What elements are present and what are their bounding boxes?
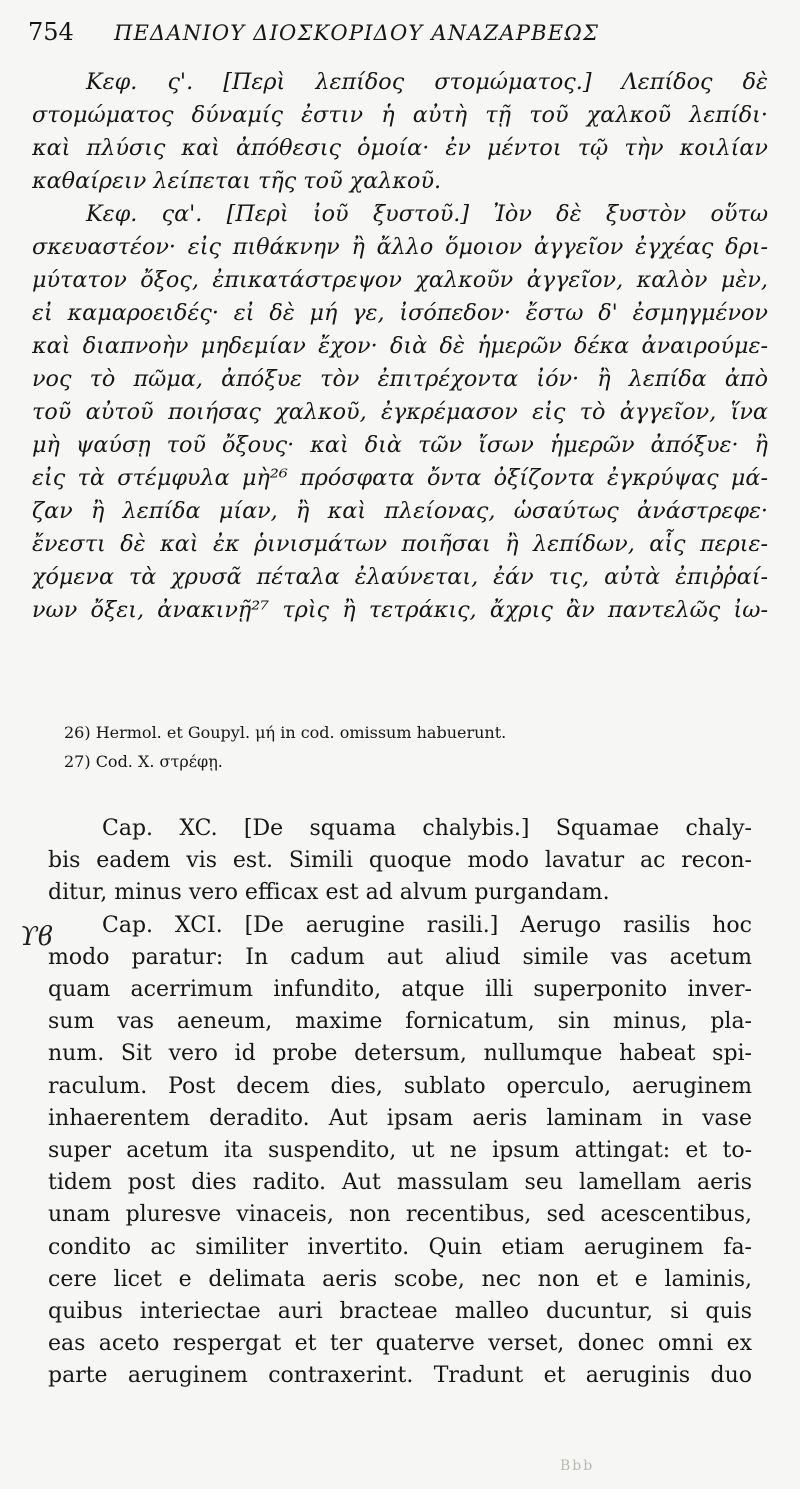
latin-line: ditur, minus vero efficax est ad alvum purgandam. <box>48 880 610 906</box>
latin-line: bis eadem vis est. Simili quoque modo lavatur ac recon- <box>48 848 752 874</box>
greek-line: εἰς τὰ στέμφυλα μὴ²⁶ πρόσφατα ὄντα ὀξίζοντα ἐγκρύψας μά- <box>32 465 768 491</box>
latin-line: tidem post dies radito. Aut massulam seu lamellam aeris <box>48 1170 752 1196</box>
footnote-26: 26) Hermol. et Goupyl. μή in cod. omissum habuerunt. <box>64 723 507 742</box>
latin-line: inhaerentem deradito. Aut ipsam aeris laminam in vase <box>48 1105 752 1131</box>
latin-line: quibus interiectae auri bracteae malleo ducuntur, si quis <box>48 1299 752 1325</box>
running-title: ΠΕΔΑΝΙΟΥ ΔΙΟΣΚΟΡΙΔΟΥ ΑΝΑΖΑΡΒΕΩΣ <box>114 21 599 45</box>
latin-line: modo paratur: In cadum aut aliud simile vas acetum <box>48 944 752 970</box>
latin-text-block <box>48 813 752 1393</box>
greek-line: καὶ διαπνοὴν μηδεμίαν ἔχον· διὰ δὲ ἡμερῶν δέκα ἀναιρούμε- <box>32 333 768 359</box>
greek-line: σκευαστέον· εἰς πιθάκνην ἢ ἄλλο ὅμοιον ἀγγεῖον ἐγχέας δρι- <box>32 234 768 260</box>
greek-line: ἔνεστι δὲ καὶ ἐκ ῥινισμάτων ποιῆσαι ἢ λεπίδων, αἷς περιε- <box>32 531 768 557</box>
greek-line: καὶ πλύσις καὶ ἀπόθεσις ὁμοία· ἐν μέντοι τῷ τὴν κοιλίαν <box>32 135 768 161</box>
footnote-27: 27) Cod. X. στρέφῃ. <box>64 752 223 771</box>
latin-line: parte aeruginem contraxerint. Tradunt et aeruginis duo <box>48 1363 752 1389</box>
latin-line: num. Sit vero id probe detersum, nullumque habeat spi- <box>48 1041 752 1067</box>
latin-line: cere licet e delimata aeris scobe, nec non et e laminis, <box>48 1266 752 1292</box>
signature-mark: Bbb <box>560 1458 595 1474</box>
greek-line: στομώματος δύναμίς ἐστιν ἡ αὐτὴ τῇ τοῦ χαλκοῦ λεπίδι· <box>32 102 768 128</box>
greek-line: μύτατον ὄξος, ἐπικατάστρεψον χαλκοῦν ἀγγεῖον, καλὸν μὲν, <box>32 267 768 293</box>
handwritten-margin-note: ϒϐ <box>20 922 53 952</box>
greek-line: νων ὄξει, ἀνακινῇ²⁷ τρὶς ἢ τετράκις, ἄχρις ἂν παντελῶς ἰω- <box>32 597 768 623</box>
latin-line: quam acerrimum infundito, atque illi superponito inver- <box>48 977 752 1003</box>
footnotes <box>64 718 764 776</box>
latin-line: eas aceto respergat et ter quaterve verset, donec omni ex <box>48 1331 752 1357</box>
page-number: 754 <box>28 18 74 46</box>
greek-line: Κεφ. ςα'. [Περὶ ἰοῦ ξυστοῦ.] Ἰὸν δὲ ξυστὸν οὕτω <box>86 201 768 227</box>
greek-line: ζαν ἢ λεπίδα μίαν, ἢ καὶ πλείονας, ὡσαύτως ἀνάστρεφε· <box>32 498 768 524</box>
page-header <box>28 18 768 54</box>
latin-line: Cap. XCI. [De aerugine rasili.] Aerugo rasilis hoc <box>102 912 752 938</box>
greek-line: τοῦ αὐτοῦ ποιήσας χαλκοῦ, ἐγκρέμασον εἰς τὸ ἀγγεῖον, ἵνα <box>32 399 768 425</box>
greek-text-block <box>32 66 768 627</box>
latin-line: unam pluresve vinaceis, non recentibus, sed acescentibus, <box>48 1202 752 1228</box>
greek-line: χόμενα τὰ χρυσᾶ πέταλα ἐλαύνεται, ἐάν τις, αὐτὰ ἐπιῤῥαί- <box>32 564 768 590</box>
greek-line: μὴ ψαύσῃ τοῦ ὄξους· καὶ διὰ τῶν ἴσων ἡμερῶν ἀπόξυε· ἢ <box>32 432 768 458</box>
latin-line: raculum. Post decem dies, sublato operculo, aeruginem <box>48 1073 752 1099</box>
greek-line: Κεφ. ς'. [Περὶ λεπίδος στομώματος.] Λεπίδος δὲ <box>86 69 768 95</box>
latin-line: Cap. XC. [De squama chalybis.] Squamae chaly- <box>102 816 752 841</box>
greek-line: καθαίρειν λείπεται τῆς τοῦ χαλκοῦ. <box>32 168 442 194</box>
greek-line: νος τὸ πῶμα, ἀπόξυε τὸν ἐπιτρέχοντα ἰόν· ἢ λεπίδα ἀπὸ <box>32 366 768 392</box>
greek-line: εἰ καμαροειδές· εἰ δὲ μή γε, ἰσόπεδον· ἔστω δ' ἐσμηγμένον <box>32 300 768 326</box>
latin-line: condito ac similiter invertito. Quin etiam aeruginem fa- <box>48 1234 752 1260</box>
latin-line: sum vas aeneum, maxime fornicatum, sin minus, pla- <box>48 1009 752 1035</box>
latin-line: super acetum ita suspendito, ut ne ipsum attingat: et to- <box>48 1138 752 1164</box>
